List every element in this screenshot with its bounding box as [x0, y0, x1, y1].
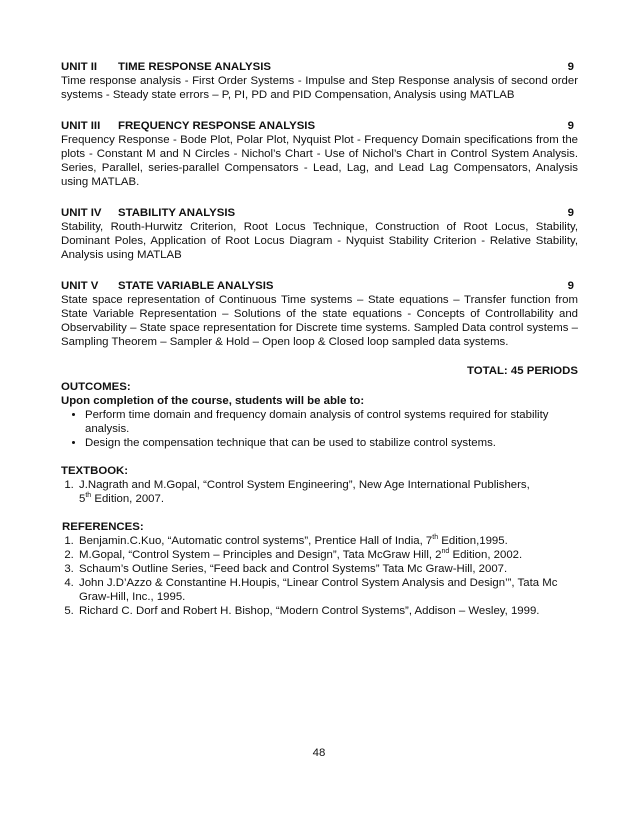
- reference-superscript: th: [432, 534, 439, 542]
- unit-description: Stability, Routh-Hurwitz Criterion, Root Locus Technique, Construction of Root Locus, Stability, Dominant Poles, Application of Root Locus Diagram - Nyquist Stability Criterion - Relative Stability, Analysis using MATLAB: [61, 221, 578, 261]
- reference-item: 5. Richard C. Dorf and Robert H. Bishop, “Modern Control Systems”, Addison – Wesley, 1999.: [77, 604, 578, 618]
- unit-hours: 9: [567, 280, 574, 292]
- textbook-list: [61, 478, 578, 506]
- outcomes-heading: OUTCOMES:: [61, 381, 131, 393]
- edition-superscript: th: [85, 492, 92, 500]
- reference-text: Benjamin.C.Kuo, “Automatic control systems”, Prentice Hall of India, 7: [79, 535, 433, 547]
- unit-heading: [61, 206, 578, 220]
- unit-hours: 9: [567, 120, 574, 132]
- reference-text-end: Edition,1995.: [438, 535, 508, 547]
- unit-heading: [61, 60, 578, 74]
- unit-2-section: [61, 60, 578, 102]
- unit-title: TIME RESPONSE ANALYSIS: [118, 61, 271, 73]
- outcome-item: • Perform time domain and frequency domain analysis of control systems required for stability analysis.: [85, 408, 578, 436]
- references-section: [61, 520, 578, 618]
- unit-description: State space representation of Continuous Time systems – State equations – Transfer function from State Variable Representation – Solutions of the state equations - Concepts of Controllability and Observability – State space representation for Discrete time systems. Sampled Data control systems – Sampling Theorem – Sampler & Hold – Open loop & Closed loop sampled data systems.: [61, 294, 578, 348]
- unit-title: FREQUENCY RESPONSE ANALYSIS: [118, 120, 316, 132]
- unit-number: UNIT V: [61, 280, 99, 292]
- unit-hours: 9: [567, 207, 574, 219]
- outcomes-list: [61, 408, 578, 450]
- unit-heading: [61, 279, 578, 293]
- unit-heading: [61, 119, 578, 133]
- unit-description: Time response analysis - First Order Systems - Impulse and Step Response analysis of second order systems - Steady state errors – P, PI, PD and PID Compensation, Analysis using MATLAB: [61, 75, 578, 101]
- unit-title: STATE VARIABLE ANALYSIS: [118, 280, 274, 292]
- unit-4-section: [61, 206, 578, 262]
- unit-number: UNIT III: [61, 120, 101, 132]
- unit-hours: 9: [567, 61, 574, 73]
- unit-title: STABILITY ANALYSIS: [118, 207, 236, 219]
- unit-number: UNIT IV: [61, 207, 102, 219]
- reference-text-end: Edition, 2002.: [449, 549, 523, 561]
- textbook-section: [61, 464, 578, 506]
- references-heading: REFERENCES:: [62, 521, 144, 533]
- reference-item: [77, 534, 578, 548]
- references-list: [61, 534, 578, 618]
- textbook-heading: TEXTBOOK:: [61, 465, 129, 477]
- outcome-item: • Design the compensation technique that can be used to stabilize control systems.: [85, 436, 578, 450]
- reference-item: 3. Schaum’s Outline Series, “Feed back and Control Systems” Tata Mc Graw-Hill, 2007.: [77, 562, 578, 576]
- outcomes-intro: Upon completion of the course, students will be able to:: [61, 395, 365, 407]
- unit-5-section: [61, 279, 578, 349]
- reference-item: 4. John J.D’Azzo & Constantine H.Houpis, “Linear Control System Analysis and Design’”, Tata Mc Graw-Hill, Inc., 1995.: [77, 576, 578, 604]
- textbook-item: [77, 478, 578, 506]
- edition-number: 5: [79, 493, 86, 505]
- syllabus-page: [61, 60, 578, 618]
- reference-superscript: nd: [441, 548, 450, 556]
- reference-text: M.Gopal, “Control System – Principles and Design”, Tata McGraw Hill, 2: [79, 549, 442, 561]
- unit-3-section: [61, 119, 578, 189]
- unit-number: UNIT II: [61, 61, 98, 73]
- page-number: 48: [312, 747, 326, 759]
- edition-text: Edition, 2007.: [91, 493, 165, 505]
- reference-item: [77, 548, 578, 562]
- textbook-text: J.Nagrath and M.Gopal, “Control System Engineering”, New Age International Publishers,: [79, 479, 530, 491]
- unit-description: Frequency Response - Bode Plot, Polar Plot, Nyquist Plot - Frequency Domain specifications from the plots - Constant M and N Circles - Nichol’s Chart - Use of Nichol’s Chart in Control System Analysis. Series, Parallel, series-parallel Compensators - Lead, Lag, and Lead Lag Compensators, Analysis using MATLAB.: [61, 134, 578, 188]
- total-periods: TOTAL: 45 PERIODS: [467, 365, 578, 377]
